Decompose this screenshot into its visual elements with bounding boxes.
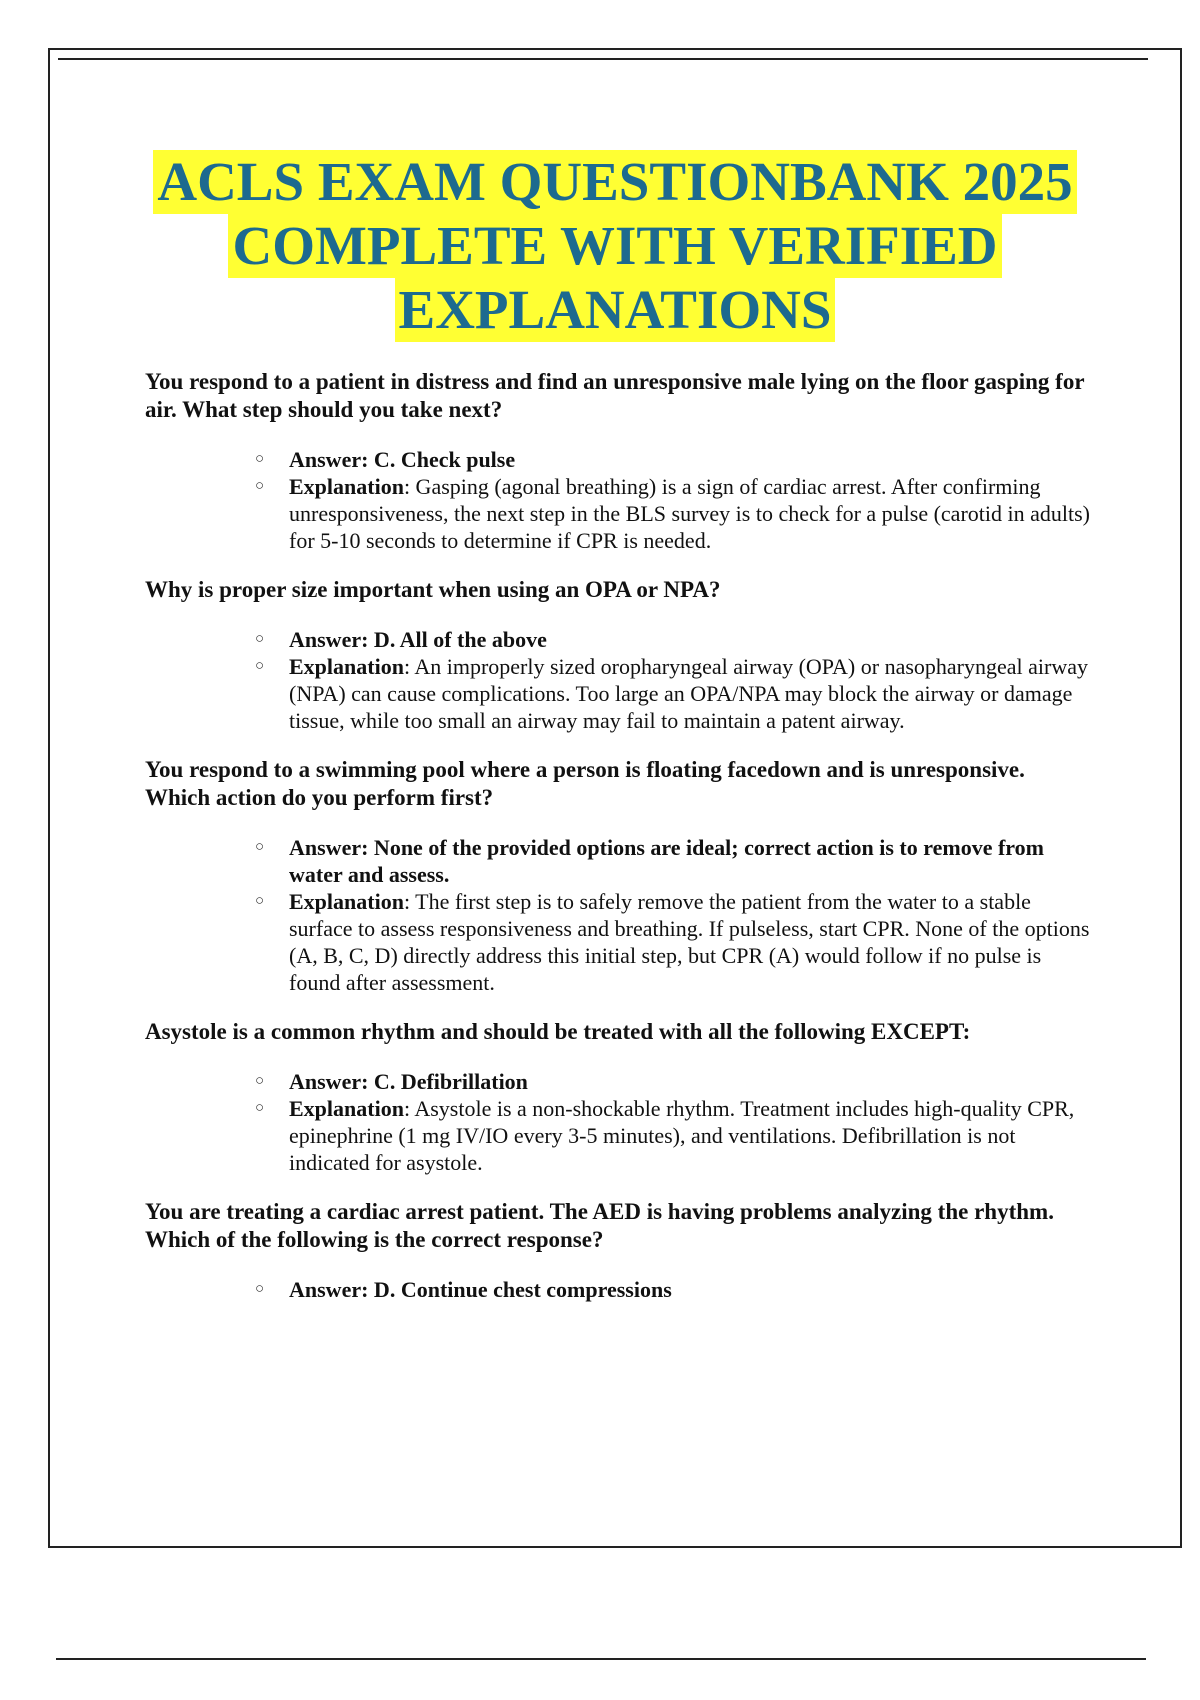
explanation-text: : The first step is to safely remove the patient from the water to a stable surface to assess responsiveness and breathing. If pulseless, start CPR. None of the options (A, B, C, D) directly address this initial step, but CPR (A) would follow if no pulse is found after assessment. bbox=[289, 889, 1090, 995]
question-list bbox=[145, 368, 1095, 1325]
bottom-rule bbox=[56, 1658, 1146, 1660]
explanation-item bbox=[255, 888, 1095, 996]
explanation-label: Explanation bbox=[289, 474, 404, 499]
explanation-item bbox=[255, 653, 1095, 734]
qa-item bbox=[145, 756, 1095, 996]
answer-list bbox=[145, 1276, 1095, 1303]
question-text: You respond to a swimming pool where a person is floating facedown and is unresponsive. Which action do you perform first? bbox=[145, 757, 1025, 810]
document-title bbox=[50, 150, 1180, 342]
circle-bullet-icon: ○ bbox=[255, 1073, 265, 1089]
answer-item bbox=[255, 446, 1095, 473]
explanation-label: Explanation bbox=[289, 889, 404, 914]
title-line-2: COMPLETE WITH VERIFIED bbox=[228, 214, 1001, 278]
answer-item bbox=[255, 834, 1095, 888]
answer-list bbox=[145, 834, 1095, 996]
circle-bullet-icon: ○ bbox=[255, 839, 265, 855]
page-frame bbox=[48, 48, 1182, 1548]
answer-list bbox=[145, 626, 1095, 734]
circle-bullet-icon: ○ bbox=[255, 451, 265, 467]
circle-bullet-icon: ○ bbox=[255, 1100, 265, 1116]
qa-item bbox=[145, 576, 1095, 734]
qa-item bbox=[145, 1018, 1095, 1176]
explanation-item bbox=[255, 473, 1095, 554]
title-line-3: EXPLANATIONS bbox=[395, 278, 836, 342]
question-text: Why is proper size important when using an OPA or NPA? bbox=[145, 577, 721, 602]
answer-list bbox=[145, 1068, 1095, 1176]
explanation-text: : An improperly sized oropharyngeal airway (OPA) or nasopharyngeal airway (NPA) can cause complications. Too large an OPA/NPA may block the airway or damage tissue, while too small an airway may fail to maintain a patent airway. bbox=[289, 654, 1088, 733]
explanation-text: : Gasping (agonal breathing) is a sign of cardiac arrest. After confirming unresponsiveness, the next step in the BLS survey is to check for a pulse (carotid in adults) for 5-10 seconds to determine if CPR is needed. bbox=[289, 474, 1090, 553]
answer-text: Answer: C. Defibrillation bbox=[289, 1069, 528, 1094]
answer-item bbox=[255, 1276, 1095, 1303]
qa-item bbox=[145, 368, 1095, 554]
answer-text: Answer: None of the provided options are ideal; correct action is to remove from water and assess. bbox=[289, 835, 1045, 887]
answer-text: Answer: D. Continue chest compressions bbox=[289, 1277, 672, 1302]
question-text: You respond to a patient in distress and find an unresponsive male lying on the floor gasping for air. What step should you take next? bbox=[145, 369, 1085, 422]
top-rule bbox=[58, 58, 1148, 60]
explanation-text: : Asystole is a non-shockable rhythm. Treatment includes high-quality CPR, epinephrine (1 mg IV/IO every 3-5 minutes), and ventilations. Defibrillation is not indicated for asystole. bbox=[289, 1096, 1075, 1175]
title-line-1: ACLS EXAM QUESTIONBANK 2025 bbox=[153, 150, 1076, 214]
explanation-label: Explanation bbox=[289, 654, 404, 679]
answer-text: Answer: C. Check pulse bbox=[289, 447, 516, 472]
answer-text: Answer: D. All of the above bbox=[289, 627, 547, 652]
answer-item bbox=[255, 1068, 1095, 1095]
answer-list bbox=[145, 446, 1095, 554]
qa-item bbox=[145, 1198, 1095, 1303]
circle-bullet-icon: ○ bbox=[255, 631, 265, 647]
explanation-label: Explanation bbox=[289, 1096, 404, 1121]
circle-bullet-icon: ○ bbox=[255, 478, 265, 494]
explanation-item bbox=[255, 1095, 1095, 1176]
question-text: You are treating a cardiac arrest patient. The AED is having problems analyzing the rhythm. Which of the following is the correct response? bbox=[145, 1199, 1054, 1252]
circle-bullet-icon: ○ bbox=[255, 1281, 265, 1297]
circle-bullet-icon: ○ bbox=[255, 658, 265, 674]
question-text: Asystole is a common rhythm and should be treated with all the following EXCEPT: bbox=[145, 1019, 971, 1044]
answer-item bbox=[255, 626, 1095, 653]
circle-bullet-icon: ○ bbox=[255, 893, 265, 909]
